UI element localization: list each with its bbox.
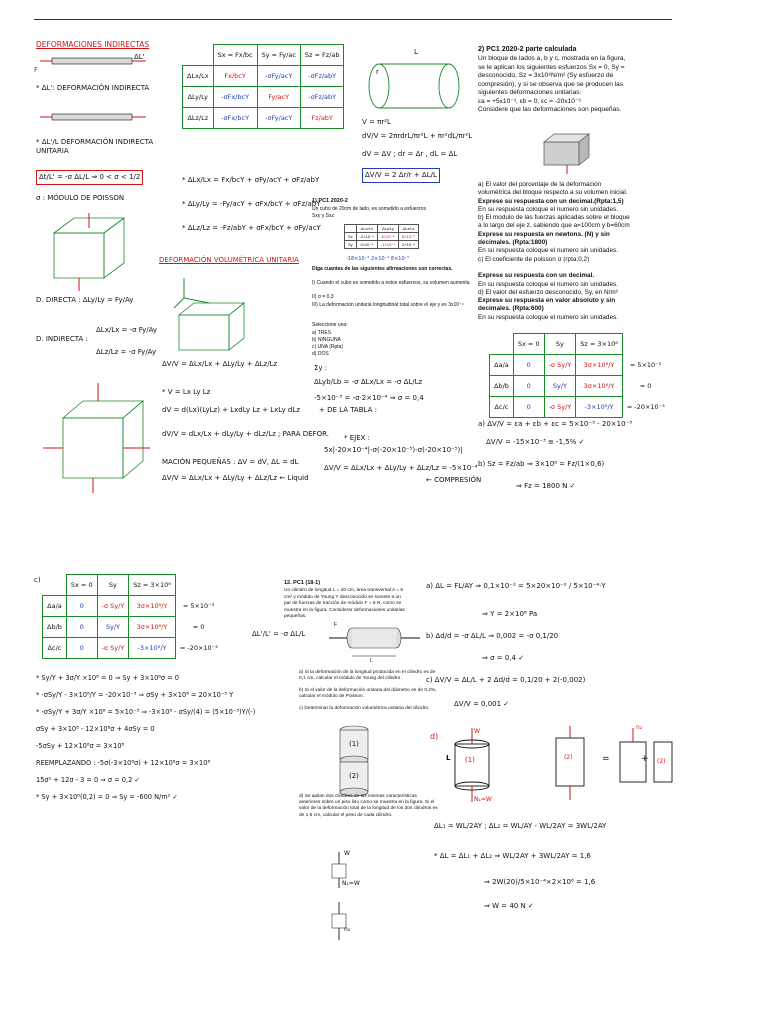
text-line: Un bloque de lados a, b y c, mostrada en la figura, [478,55,626,62]
problem1-sum: -18×10⁻⁵ 2×10⁻⁴ 8×10⁻⁵ [346,256,410,262]
cell [345,225,357,233]
text-line: Exprese su respuesta con un decimal.(Rpta:1,5) [478,197,624,205]
cell: 0 [513,376,544,397]
d-cyl-1: (1) [465,756,475,764]
dv-eq-2: * V = Lx Ly Lz [162,388,211,396]
table-head: Sx = Fx/bc [213,45,257,66]
cell: 8×10⁻⁵ [399,233,419,241]
ans-d4: ⇒ W = 40 N ✓ [484,902,534,910]
cell: Δc/c [43,638,67,659]
indirecta-z: ΔLz/Lz = -σ Fy/Ay [96,348,157,356]
problem1-option: c) UNA (Rpta) [312,344,344,350]
text-line: muestra en la figura. Considerar deformaciones unitarias [284,607,405,613]
calc-line: Σy : [314,364,328,372]
cyl-eq-2: dV/V = 2πrdrL/πr²L + πr²dL/πr²L [362,132,473,140]
text-line: pequeñas. [284,614,307,619]
table-cell: ΔLz/Lz [183,108,214,129]
cell: = 5×10⁻³ [629,361,662,369]
problem12-b: b) Si el valor de la deformación unitaria del diámetro es de 0,2%, calcular el módulo de Poisson. [299,688,437,700]
calc-line: -5×10⁻⁵ = -σ·2×10⁻⁴ ⇒ σ = 0,4 [314,394,424,402]
cell: 2×10⁻⁴ [399,241,419,249]
cell: Δa/a [43,596,67,617]
text-line: siguientes deformaciones unitarias: [478,89,582,96]
problem1-text2: Sxy y Sxz [312,213,334,219]
cell: 0 [66,638,97,659]
cell: Sy/Y [97,617,129,638]
text-line: * -σSy/Y - 3×10⁸/Y = -20×10⁻³ ⇒ σSy + 3×10⁸ = 20×10⁻³ Y [36,691,234,699]
d-plus: + [641,754,649,764]
text-line: En su respuesta coloque el numero sin unidades. [478,280,618,288]
poisson-equation: Δt/L' = -σ ΔL/L ⇒ 0 < σ < 1/2 [36,170,143,185]
cell: 2×10⁻⁴ [356,241,377,249]
ans-d1: ΔL₁ = WL/2AY ; ΔL₂ = WL/AY - WL/2AY = 3WL/2AY [434,822,607,830]
answer-a2: ΔV/V = -15×10⁻³ ≡ -1,5% ✓ [486,438,585,446]
cell: Sy/Y [544,376,576,397]
d-w-label: W [474,728,480,735]
cube-diagram [44,213,134,283]
poisson-label: σ : MÓDULO DE POISSON [36,194,125,202]
problem1-item: II) σ = 0,3 [312,294,334,300]
indirecta-label: D. INDIRECTA : [36,335,88,343]
text-line: b) El modulo de las fuerzas aplicadas sobre el bloque [478,214,630,222]
answer-a: a) ΔV/V = εa + εb + εc = 5×10⁻³ - 20×10⁻³ [478,420,633,428]
dv-eq-3: dV = d(Lx)(LyLz) + LxdLy Lz + LxLy dLz [162,406,300,414]
note-indirect: * ΔL': DEFORMACIÓN INDIRECTA [36,84,150,92]
text-line: εa = +5x10⁻³, εb = 0, εc = -20x10⁻³ [478,97,581,105]
cell [43,575,67,596]
table-cell: Fx/bcY [213,66,257,87]
problem1-item: III) La deformación unitaria longitudinal total sobre el eje y es 3x10⁻⁴ [312,302,464,308]
ans-d: d) [430,732,439,741]
cell: Sy [544,334,576,355]
text-line: Exprese su respuesta en newtons. (N) y sin [478,230,610,238]
table-cell: ΔLy/Ly [183,87,214,108]
notes-page-1 [34,38,674,508]
calc-line: ΔV/V = ΔLx/Lx + ΔLy/Ly + ΔLz/Lz = -5×10⁻⁴ [324,464,478,472]
cell: 3σ×10⁸/Y [129,617,176,638]
problem2-questions [478,181,674,322]
d-cyl-2b: (2) [657,758,666,765]
cell: ΔLy/Ly [377,225,398,233]
stacked-cylinders-diagram [324,722,384,802]
cell: 3σ×10⁸/Y [576,355,623,376]
text-line: volumétrica del bloque respecto a su volumen inicial. [478,189,628,197]
table-head: Sz = Fz/ab [300,45,344,66]
problem2-title: 2) PC1 2020-2 parte calculada [478,46,577,53]
problem12-title: 12. PC1 (18-1) [284,580,321,586]
problem1-select: Seleccione una: [312,322,348,328]
cell: 0 [66,596,97,617]
answer-b2: ⇒ Fz = 1800 N ✓ [516,482,576,490]
problem1-option: d) DOS [312,351,329,357]
cell: -σ Sy/Y [97,638,129,659]
directa-eq: D. DIRECTA : ΔLy/Ly = Fy/Ay [36,296,134,304]
cell: = -20×10⁻³ [179,644,218,652]
cell: Δb/b [43,617,67,638]
indirecta-x: ΔLx/Lx = -σ Fy/Ay [96,326,158,334]
text-line: Exprese su respuesta en valor absoluto y sin [478,297,616,305]
cell: Δb/b [490,376,514,397]
text-line: a lo largo del eje z, sabiendo que a=100cm y b=60cm [478,222,630,230]
problem12-c: c) Determinar la deformación volumétrica unitaria del cilindro. [299,706,430,711]
problem2-table [489,333,669,418]
d-cyl-2: (2) [564,754,573,761]
ans-a: a) ΔL = FL/AY ⇒ 0,1×10⁻² = 5×20×10⁻² / 5×10⁻⁴·Y [426,582,606,590]
text-line: d) El valor del esfuerzo desconocido, Sy, en N/m² [478,288,618,296]
cell: Δa/a [490,355,514,376]
d-nw-label: N₁=W [474,796,492,803]
text-line: 15σ² + 12σ - 3 = 0 ⇒ σ = 0,2 ✓ [36,776,140,784]
text-line: Considere que las deformaciones son pequeñas. [478,106,622,113]
calc-line: + DE LA TABLA : [319,406,377,414]
cyl-1-label: (1) [349,740,359,748]
cell: Sx [345,233,357,241]
text-line: * Sy + 3×10⁸(0,2) = 0 ⇒ Sy = -600 N/m² ✓ [36,793,178,801]
table-cell: -σFx/bcY [213,87,257,108]
cell: Sz = 3×10⁸ [129,575,176,596]
cell [175,575,221,596]
table-cell: -σFy/acY [257,108,300,129]
ans-c2: ΔV/V = 0,001 ✓ [454,700,510,708]
problem12-a: a) Si la deformación de la longitud producida en el cilindro es de 0,1 cm, calcular el módulo de Young del cilindro. [299,670,436,682]
answer-b: b) Sz = Fz/ab ⇒ 3×10⁸ = Fz/(1×0,6) [478,460,605,468]
table-head: Sy = Fy/ac [257,45,300,66]
problem1-item: I) Cuando el cubo es sometido a estos esfuerzos, su volumen aumenta [312,280,470,286]
cell: Sx = 0 [66,575,97,596]
calc-line: ← COMPRESIÓN [426,476,482,484]
section-title: DEFORMACIONES INDIRECTAS [36,40,150,49]
text-line: REEMPLAZANDO : -5σ(-3×10⁸σ) + 12×10⁸σ = 3×10⁸ [36,759,211,767]
ans-d2: * ΔL = ΔL₁ + ΔL₂ ⇒ WL/2AY + 3WL/2AY = 1,6 [434,852,591,860]
ans-a2: ⇒ Y = 2×10⁶ Pa [482,610,538,618]
cell: 3σ×10⁸/Y [129,596,176,617]
cell: Sz = 3×10⁸ [576,334,623,355]
cell: -σ Sy/Y [544,397,576,418]
sum-eq-z: * ΔLz/Lz = -Fz/abY + σFx/bcY + σFy/acY [182,224,321,232]
calc-line: * EJEX : [344,434,371,442]
part-c-work [36,670,276,806]
cell: Sy [97,575,129,596]
cell: -3×10⁸/Y [576,397,623,418]
text-line: decimales. (Rpta:1800) [478,239,548,247]
problem1-option: a) TRES [312,330,332,336]
delta-label: ΔL' [134,53,145,61]
cube-forces-diagram [38,383,158,493]
ans-b2: ⇒ σ = 0,4 ✓ [482,654,525,662]
text-line: -5σSy + 12×10⁸σ = 3×10⁸ [36,742,125,750]
cell: -2×10⁻⁴ [356,233,377,241]
block-diagram [539,130,609,170]
cell: 0 [66,617,97,638]
problem1-title: 1) PC1 2020-2 [312,198,348,204]
text-line: Un cilindro de longitud L = 20 cm, área transversal A = 5 [284,588,404,593]
cell: Sy [345,241,357,249]
problem2-statement [478,55,674,115]
text-line: En su respuesta coloque el numero sin unidades. [478,313,618,321]
text-line: decimales. (Rpta:600) [478,305,544,313]
text-line: σSy + 3×10⁸ - 12×10⁸σ + 4σSy = 0 [36,725,155,733]
text-line: cm² y módulo de Young Y desconocido se somete a un [284,594,401,600]
top-rule [34,19,672,20]
sum-eq-y: * ΔLy/Ly = -Fy/acY + σFx/bcY + σFz/abY [182,200,321,208]
sum-eq-x: * ΔLx/Lx = Fx/bcY + σFy/acY + σFz/abY [182,176,320,184]
volumetric-title: DEFORMACIÓN VOLUMÉTRICA UNITARIA [159,256,299,264]
cyl-eq-4: ΔV/V = 2 Δr/r + ΔL/L [362,168,440,183]
cyl-eq-3: dV = ΔV ; dr = Δr , dL = ΔL [362,150,458,158]
text-line: se le aplican los siguientes esfuerzos Sx = 0, Sy = [478,63,625,71]
notes-page-2 [34,572,674,1014]
text-line: * -σSy/Y + 3σ/Y ×10⁸ = 5×10⁻³ ⇒ -3×10⁸ - σSy/(4) = (5×10⁻³)Y/(-) [36,708,256,716]
force-label: F [34,66,39,74]
d-equals: = [602,754,610,764]
note-indirect-unit: * ΔL'/L DEFORMACIÓN INDIRECTA UNITARIA [36,138,154,155]
ans-d3: ⇒ 2W(20)/5×10⁻⁴×2×10⁶ = 1,6 [484,878,596,886]
cell: = 0 [639,382,652,390]
cell: 8×10⁻⁵ [377,233,398,241]
problem12-statement [284,588,434,621]
text-line: compresión), y si se observa que se producen las [478,80,624,88]
box-diagram [174,300,254,355]
cell: = -20×10⁻³ [626,403,665,411]
cyl-length-label: L [414,48,418,56]
table-cell: -σFx/bcY [213,108,257,129]
cell: -σ Sy/Y [544,355,576,376]
table-cell: Fz/abY [300,108,344,129]
cell: 0 [513,397,544,418]
text-line: * Sy/Y + 3σ/Y ×10⁸ = 0 ⇒ Sy + 3×10⁸σ = 0 [36,674,180,682]
text-line: En su respuesta coloque el numero sin unidades. [478,205,618,213]
cylinder-diagram [364,58,464,113]
cell: 0 [513,355,544,376]
fig-length-label: L [370,658,373,664]
ans-c: c) ΔV/V = ΔL/L + 2 Δd/d = 0,1/20 + 2(-0,002) [426,676,586,684]
table-cell: Fy/acY [257,87,300,108]
problem1-table [344,224,419,249]
table-cell: -σFz/abY [300,66,344,87]
part-c-table [42,574,222,659]
cyl-2-label: (2) [349,772,359,780]
n1-label: N₁=W [342,880,360,887]
n2-label: n₂ [344,926,351,933]
cell [622,334,668,355]
cell: ≈ 0 [192,623,205,631]
table-cell: ΔLx/Lx [183,66,214,87]
table-cell: -σFy/acY [257,66,300,87]
cell: -σ Sy/Y [97,596,129,617]
bar-diagram-2 [40,108,150,128]
problem1-option: b) NINGUNA [312,337,341,343]
calc-line: 5x|-20×10⁻⁴|-σ(-20×10⁻⁵)-σ(-20×10⁻⁵)| [324,446,463,454]
cell: -1×10⁻⁴ [377,241,398,249]
text-line: En su respuesta coloque el numero sin unidades. [478,247,618,255]
free-body-diagrams [324,852,364,972]
cylinder-traction-diagram [324,624,424,660]
d-length-label: L [446,754,451,762]
text-line: c) El coeficiente de poisson σ (rpta:0,2) [478,255,590,263]
cell: -3×10⁸/Y [129,638,176,659]
fig-force-label: F [334,622,338,628]
stress-table [182,44,344,129]
text-line: Exprese su respuesta con un decimal. [478,272,595,280]
dv-eq-1: ΔV/V = ΔLx/Lx + ΔLy/Ly + ΔLz/Lz [162,360,278,368]
cell: 3σ×10⁸/Y [576,376,623,397]
text-line: desconocido, Sz = 3x10⁸N/m² (Sy esfuerzo de [478,72,614,79]
cell: ΔLx/Lx [356,225,377,233]
calc-line: ΔLyb/Lb = -σ ΔLx/Lx = -σ ΔL/Lz [314,378,423,386]
cell: ΔLz/Lz [399,225,419,233]
table-cell: -σFz/abY [300,87,344,108]
text-line: a) El valor del porcentaje de la deformación [478,181,602,188]
cell: Sx = 0 [513,334,544,355]
dv-eq-4: dV/V = dLx/Lx + dLy/Ly + dLz/Lz ; PARA DEFOR. [162,430,329,438]
problem1-text: Un cubo de 20cm de lado, es sometido a esfuerzos [312,206,426,212]
cyl-radius-label: r [376,68,379,76]
problem12-d: d) Se apilan dos cilindros de las mismas características anteriores sobre un piso liso como se muestra en la figura. Si el valor de la deformación total de la longitud de los dos cilindros es de 1,6 cm, calcular el peso de cada cilindro. [299,794,438,818]
dv-eq-6: ΔV/V = ΔLx/Lx + ΔLy/Ly + ΔLz/Lz ← Liquid [162,474,309,482]
text-line: par de fuerzas de tracción de módulo F = 5 N, como se [284,601,402,606]
poisson-eq: ΔL'/L' = -σ ΔL/L [252,630,306,638]
d-n2-label: n₂ [636,724,643,731]
problem1-question: Diga cuantas de las siguientes afirmaciones son correctas. [312,266,453,272]
cell: = 5×10⁻³ [182,602,215,610]
ans-b: b) Δd/d = -σ ΔL/L ⇒ 0,002 = -σ 0,1/20 [426,632,559,640]
dv-eq-5: MACIÓN PEQUEÑAS : ΔV = dV, ΔL = dL [162,458,299,466]
text-line [478,264,674,272]
cyl-eq-1: V = πr²L [362,118,391,126]
cell [490,334,514,355]
w-label: W [344,850,350,857]
cell: Δc/c [490,397,514,418]
part-c-label: c) [34,576,41,584]
